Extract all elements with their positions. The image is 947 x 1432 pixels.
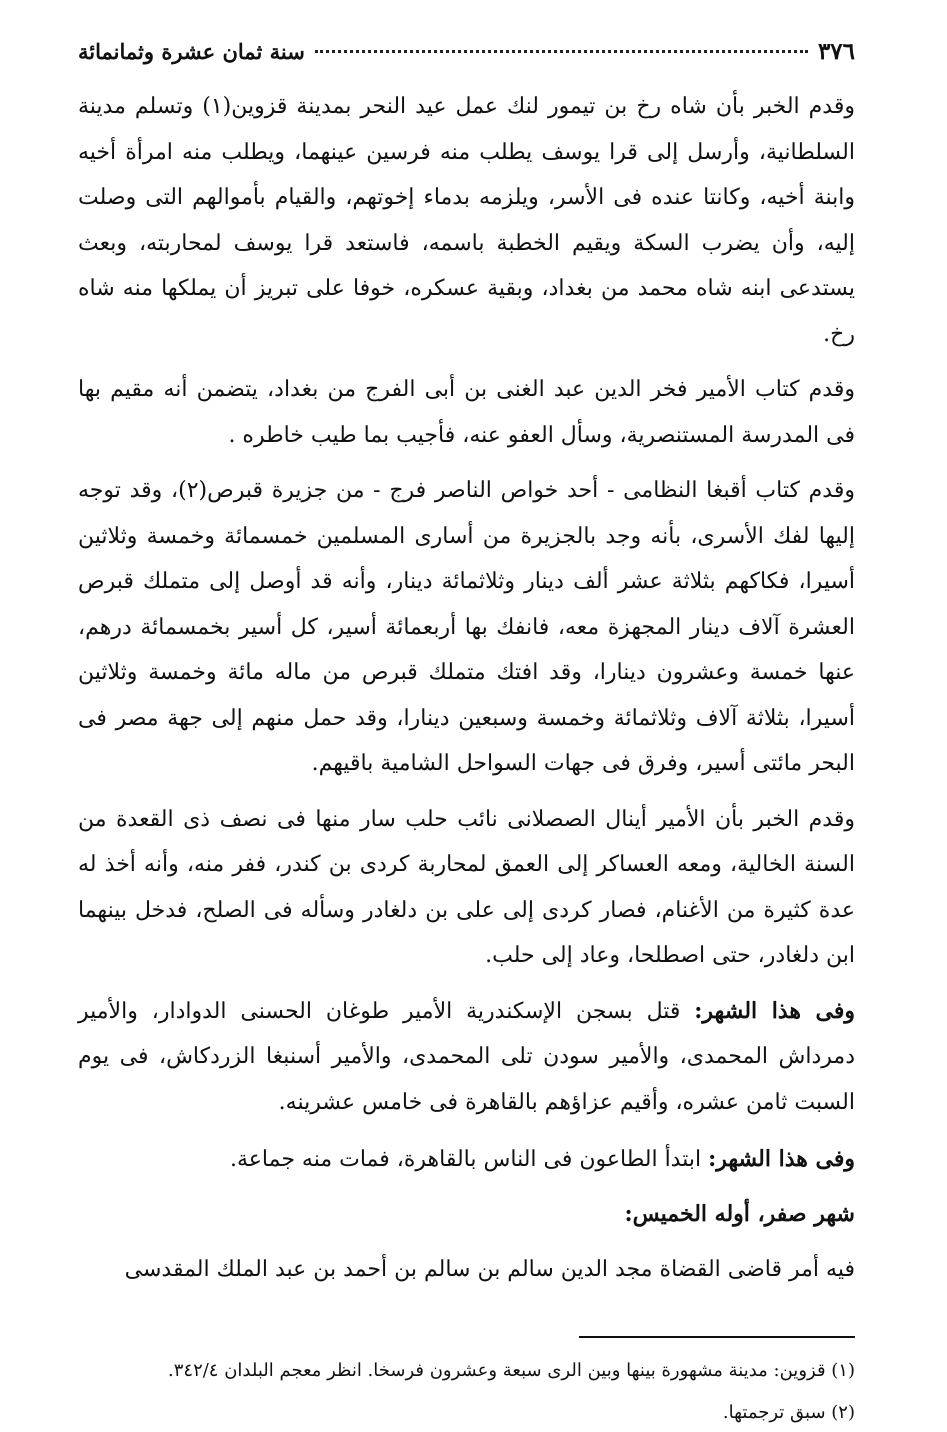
paragraph-aqbugha xyxy=(78,468,855,787)
footnote-1: (١) قزوين: مدينة مشهورة بينها وبين الرى سبعة وعشرون فرسخا. انظر معجم البلدان ٣٤٢/٤. xyxy=(168,1360,855,1381)
footnotes-section xyxy=(78,1336,855,1432)
footnote-divider xyxy=(579,1336,855,1338)
paragraph-text: وقدم كتاب الأمير فخر الدين عبد الغنى بن أبى الفرج من بغداد، يتضمن أنه مقيم بها فى المدرسة المستنصرية، وسأل العفو عنه، فأجيب بما طيب خاطره . xyxy=(78,377,855,448)
header-dot-leader xyxy=(315,50,808,53)
running-header xyxy=(78,38,855,80)
page-number: ٣٧٦ xyxy=(817,38,855,65)
footnotes-list xyxy=(78,1352,855,1432)
paragraph-alexandria xyxy=(78,989,855,1126)
paragraph-plague xyxy=(78,1135,855,1184)
paragraph-text: ابتدأ الطاعون فى الناس بالقاهرة، فمات منه جماعة. xyxy=(230,1147,709,1172)
section-heading: شهر صفر، أوله الخميس: xyxy=(624,1201,855,1227)
paragraph-lead: وفى هذا الشهر: xyxy=(694,997,855,1024)
paragraph-text: وقدم كتاب أقبغا النظامى - أحد خواص الناصر فرج - من جزيرة قبرص(٢)، وقد توجه إليها لفك الأسرى، بأنه وجد بالجزيرة من أسارى المسلمين خمسمائة وخمسة وثلاثين أسيرا، فكاكهم بثلاثة عشر ألف دينار وثلاثمائة دينار، وأنه قد أوصل إلى متملك قبرص العشرة آلاف دينار المجهزة معه، فانفك بها أربعمائة أسير، كل أسير بخمسمائة درهم، عنها خمسة وعشرون دينارا، وقد افتك متملك قبرص من ماله مائة وخمسة وثلاثين أسيرا، بثلاثة آلاف وثلاثمائة وخمسة وسبعين دينارا، وقد حمل منهم إلى جهة مصر فى البحر مائتى أسير، وفرق فى جهات السواحل الشامية باقيهم. xyxy=(78,478,855,776)
paragraph-shahrukh xyxy=(78,84,855,357)
paragraph-lead: وفى هذا الشهر: xyxy=(708,1146,855,1172)
paragraph-fakhr-al-din xyxy=(78,367,855,458)
paragraph-text: وقدم الخبر بأن شاه رخ بن تيمور لنك عمل عيد النحر بمدينة قزوين(١) وتسلم مدينة السلطانية، وأرسل إلى قرا يوسف يطلب منه فرسين عينهما، ويطلب منه امرأة أخيه وابنة أخيه، وكانتا عنده فى الأسر، ويلزمه بدماء إخوتهم، والقيام بأموالهم التى وصلت إليه، وأن يضرب السكة ويقيم الخطبة باسمه، فاستعد قرا يوسف لمحاربته، وبعث يستدعى ابنه شاه محمد من بغداد، وبقية عسكره، خوفا على تبريز أن يملكها منه شاه رخ. xyxy=(78,94,855,347)
footnote-2: (٢) سبق ترجمتها. xyxy=(722,1402,855,1423)
paragraph-text: فيه أمر قاضى القضاة مجد الدين سالم بن سالم بن أحمد بن عبد الملك المقدسى xyxy=(124,1257,855,1282)
paragraph-safar xyxy=(78,1246,855,1294)
paragraph-aynal xyxy=(78,797,855,979)
paragraph-text: وقدم الخبر بأن الأمير أينال الصصلانى نائب حلب سار منها فى نصف ذى القعدة من السنة الخالية، ومعه العساكر إلى العمق لمحاربة كردى بن كندر، ففر منه، وأنه أخذ له عدة كثيرة من الأغنام، فصار كردى إلى على بن دلغادر وسأله فى الصلح، فدخل بينهما ابن دلغادر، حتى اصطلحا، وعاد إلى حلب. xyxy=(78,806,855,968)
running-title: سنة ثمان عشرة وثمانمائة xyxy=(78,39,305,64)
paragraph-text: قتل بسجن الإسكندرية الأمير طوغان الحسنى الدوادار، والأمير دمرداش المحمدى، والأمير سودن تلى المحمدى، والأمير أسنبغا الزردكاش، فى يوم السبت ثامن عشره، وأقيم عزاؤهم بالقاهرة فى خامس عشرينه. xyxy=(78,998,855,1115)
